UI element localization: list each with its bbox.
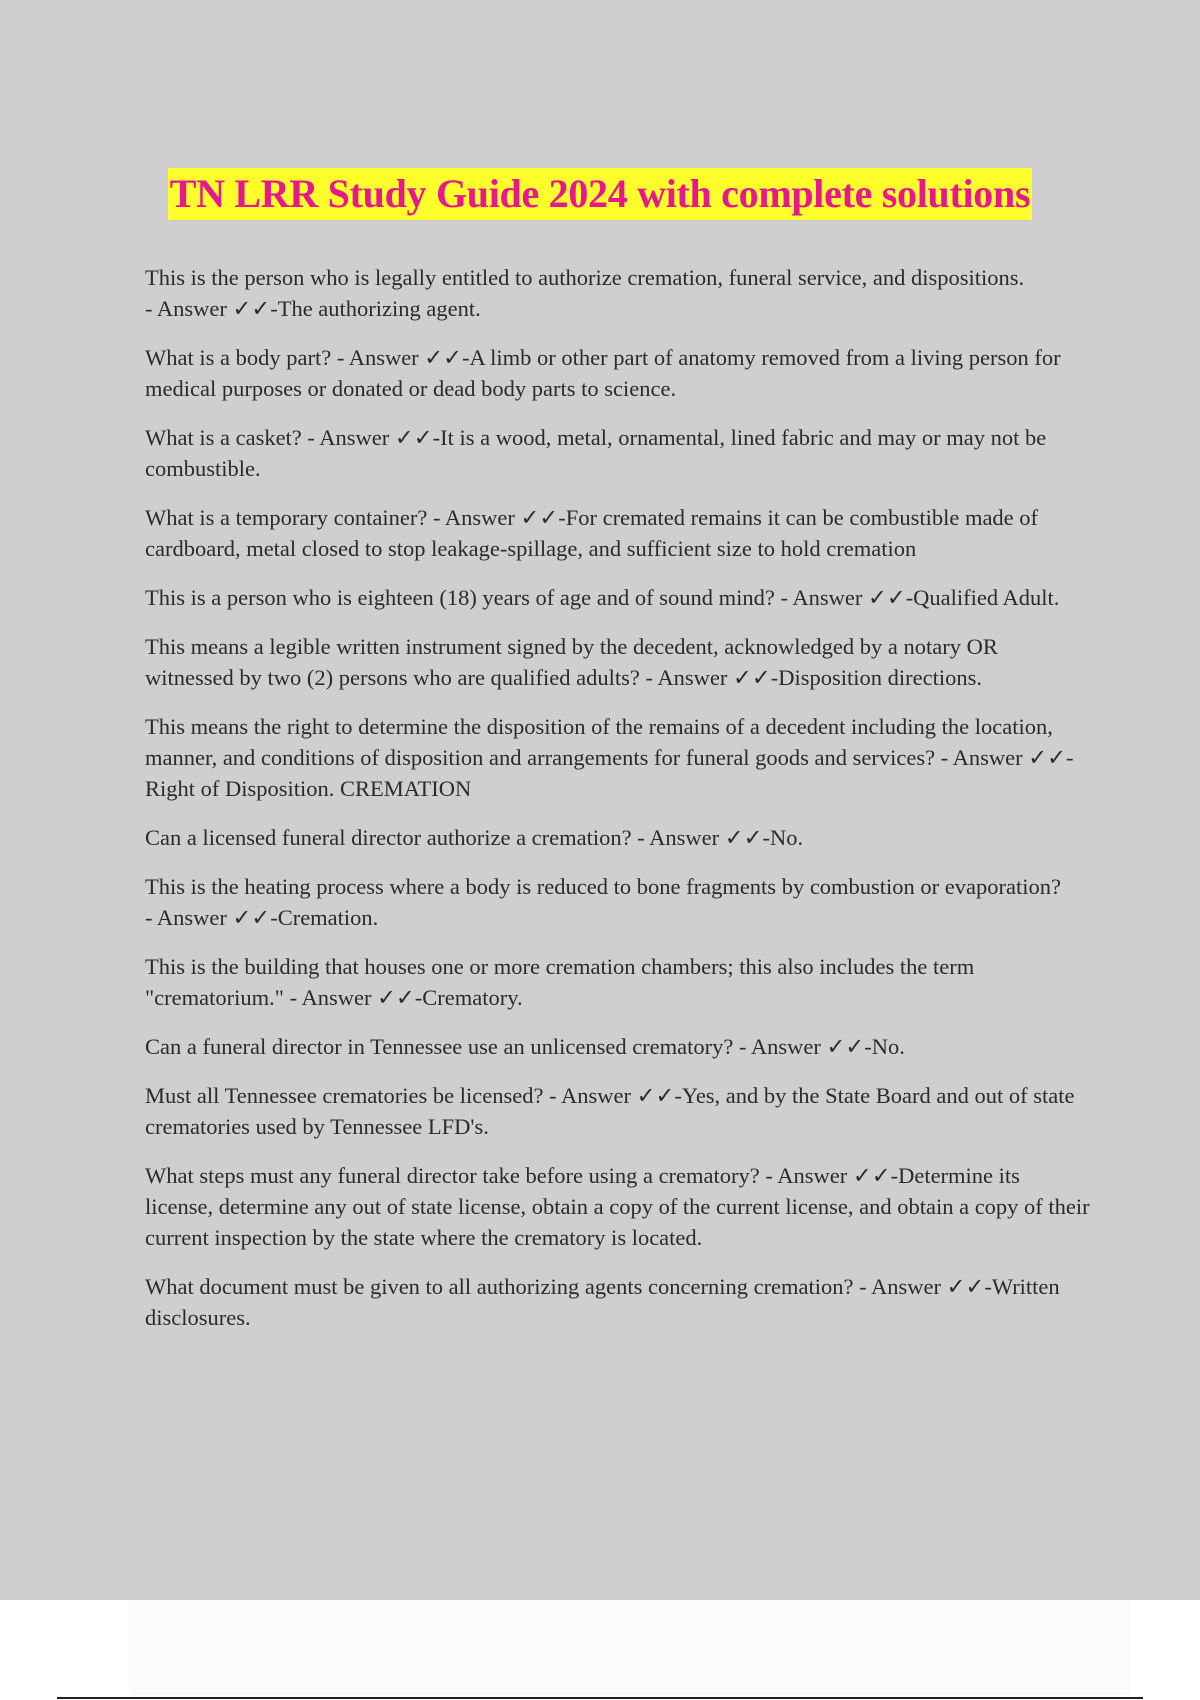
answer-text: -The authorizing agent. xyxy=(270,296,481,321)
answer-separator: - Answer xyxy=(283,985,378,1010)
qa-item xyxy=(145,422,1090,484)
question-text: What is a body part? xyxy=(145,345,332,370)
question-text: This means the right to determine the disposition of the remains of a decedent including the location, manner, and conditions of disposition and arrangements for funeral goods and services? xyxy=(145,714,1053,770)
qa-item xyxy=(145,1031,1090,1062)
double-check-icon: ✓✓ xyxy=(826,1034,865,1059)
answer-text: -No. xyxy=(762,825,804,850)
footer-divider xyxy=(57,1697,1143,1699)
title-wrapper xyxy=(0,168,1200,220)
qa-item xyxy=(145,582,1090,613)
answer-separator: - Answer xyxy=(145,296,233,321)
answer-text: -Crematory. xyxy=(414,985,523,1010)
answer-separator: - Answer xyxy=(774,585,868,610)
question-text: What is a casket? xyxy=(145,425,302,450)
qa-item xyxy=(145,1271,1090,1333)
answer-text: -A limb or other part of anatomy removed from a living person for medical purposes or donated or dead body parts to science. xyxy=(145,345,1061,401)
double-check-icon: ✓✓ xyxy=(636,1083,675,1108)
answer-text: -It is a wood, metal, ornamental, lined fabric and may or may not be combustible. xyxy=(145,425,1047,481)
question-text: This means a legible written instrument signed by the decedent, acknowledged by a notary OR witnessed by two (2) persons who are qualified adults? xyxy=(145,634,998,690)
answer-text: -Disposition directions. xyxy=(770,665,982,690)
answer-separator: - Answer xyxy=(145,905,233,930)
double-check-icon: ✓✓ xyxy=(867,585,906,610)
answer-separator: - Answer xyxy=(935,745,1029,770)
answer-text: -For cremated remains it can be combustible made of cardboard, metal closed to stop leakage-spillage, and sufficient size to hold cremation xyxy=(145,505,1039,561)
double-check-icon: ✓✓ xyxy=(377,985,415,1010)
double-check-icon: ✓✓ xyxy=(733,665,771,690)
answer-text: -Written disclosures. xyxy=(145,1274,1060,1330)
qa-item xyxy=(145,262,1090,324)
double-check-icon: ✓✓ xyxy=(424,345,463,370)
answer-text: -Determine its license, determine any out of state license, obtain a copy of the current license, and obtain a copy of their current inspection by the state where the crematory is located. xyxy=(145,1163,1090,1250)
qa-item xyxy=(145,711,1090,804)
question-text: What document must be given to all authorizing agents concerning cremation? xyxy=(145,1274,854,1299)
qa-item xyxy=(145,502,1090,564)
double-check-icon: ✓✓ xyxy=(520,505,559,530)
answer-separator: - Answer xyxy=(331,345,425,370)
question-text: What is a temporary container? xyxy=(145,505,428,530)
question-text: Can a funeral director in Tennessee use an unlicensed crematory? xyxy=(145,1034,734,1059)
answer-text: -Cremation. xyxy=(270,905,379,930)
footer-strip xyxy=(130,1600,1130,1695)
document-title: TN LRR Study Guide 2024 with complete solutions xyxy=(168,168,1032,220)
double-check-icon: ✓✓ xyxy=(394,425,433,450)
answer-text: -Right of Disposition. CREMATION xyxy=(145,745,1074,801)
double-check-icon: ✓✓ xyxy=(946,1274,985,1299)
qa-item xyxy=(145,951,1090,1013)
answer-separator: - Answer xyxy=(639,665,733,690)
double-check-icon: ✓✓ xyxy=(232,905,271,930)
qa-list xyxy=(145,262,1090,1351)
answer-separator: - Answer xyxy=(543,1083,637,1108)
answer-separator: - Answer xyxy=(759,1163,853,1188)
qa-item xyxy=(145,822,1090,853)
answer-separator: - Answer xyxy=(427,505,521,530)
question-text: This is the heating process where a body is reduced to bone fragments by combustion or evaporation? xyxy=(145,874,1061,899)
double-check-icon: ✓✓ xyxy=(724,825,763,850)
question-text: What steps must any funeral director take before using a crematory? xyxy=(145,1163,760,1188)
question-text: This is the person who is legally entitled to authorize cremation, funeral service, and dispositions. xyxy=(145,265,1025,290)
answer-text: -Qualified Adult. xyxy=(905,585,1060,610)
qa-item xyxy=(145,631,1090,693)
qa-item xyxy=(145,871,1090,933)
double-check-icon: ✓✓ xyxy=(232,296,271,321)
double-check-icon: ✓✓ xyxy=(852,1163,891,1188)
answer-separator: - Answer xyxy=(301,425,395,450)
qa-item xyxy=(145,1160,1090,1253)
question-text: This is the building that houses one or more cremation chambers; this also includes the term "crematorium." xyxy=(145,954,975,1010)
qa-item xyxy=(145,1080,1090,1142)
question-text: This is a person who is eighteen (18) years of age and of sound mind? xyxy=(145,585,775,610)
question-text: Can a licensed funeral director authorize a cremation? xyxy=(145,825,632,850)
answer-text: -Yes, and by the State Board and out of state crematories used by Tennessee LFD's. xyxy=(145,1083,1075,1139)
question-text: Must all Tennessee crematories be licensed? xyxy=(145,1083,544,1108)
answer-separator: - Answer xyxy=(853,1274,947,1299)
answer-text: -No. xyxy=(864,1034,905,1059)
answer-separator: - Answer xyxy=(631,825,725,850)
answer-separator: - Answer xyxy=(733,1034,827,1059)
double-check-icon: ✓✓ xyxy=(1028,745,1066,770)
qa-item xyxy=(145,342,1090,404)
